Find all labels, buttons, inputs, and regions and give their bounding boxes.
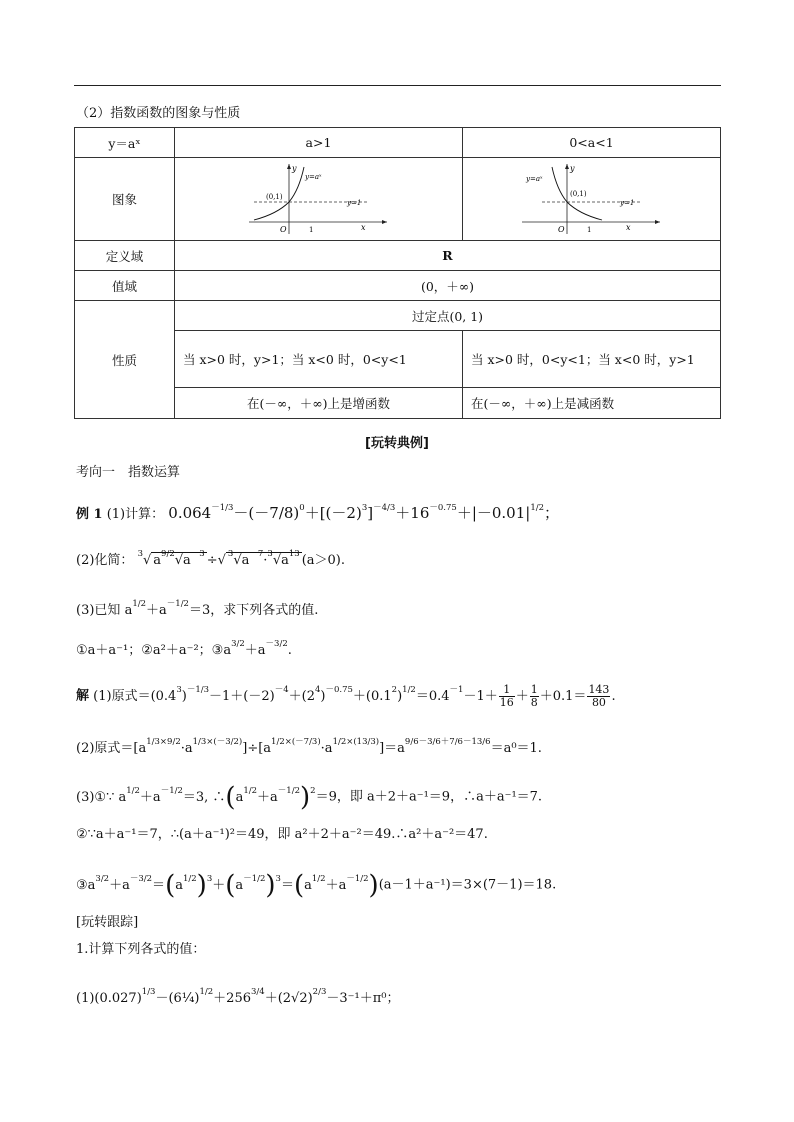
graph-label: 图象 bbox=[75, 158, 175, 241]
solution-2-intro: (2)原式＝ bbox=[76, 741, 134, 756]
graph1-origin-label: O bbox=[279, 224, 287, 234]
solution-3-line-3-tail: (a－1＋a⁻¹)＝3×(7－1)＝18. bbox=[378, 877, 557, 893]
graph1-y-label: y bbox=[291, 163, 297, 173]
solution-1-num: 143 bbox=[588, 683, 610, 696]
domain-label: 定义域 bbox=[75, 241, 175, 271]
example-p3-intro: (3)已知 bbox=[76, 603, 121, 618]
graph2-one-label: 1 bbox=[586, 225, 591, 234]
fixed-point: 过定点(0, 1) bbox=[175, 301, 721, 331]
graph2-y-label: y bbox=[569, 163, 575, 173]
solution-1-expr: (1)原式$=(0.4^3)^{-1/3}-1+(-2)^{-4}+(2^4)^{-0.75}+(0.1^2)^{1/2}=0.4^{-1}-1+$ $\frac{1}{16}$ ＋ $\frac{1}{8}$ ＋0.1＝ $\frac{143}{80}$ . bbox=[93, 683, 616, 709]
graph2-hline-label: y=1 bbox=[619, 198, 634, 207]
example-p3-item-3: $a^{3/2}+a^{-3/2}$. bbox=[223, 639, 292, 658]
graph1-hline-label: y=1 bbox=[346, 198, 361, 207]
header-a-gt-1: a>1 bbox=[175, 128, 463, 158]
solution-3-line-1 bbox=[76, 784, 542, 810]
example-p2-intro: (2)化简： bbox=[76, 553, 134, 568]
exercise-1-end: －3⁻¹＋π⁰； bbox=[326, 991, 400, 1006]
solution-3-expr: (3)①∵ $a^{1/2}+a^{-1/2}=3$, $\therefore(a^{1/2}+a^{-1/2})^2$ bbox=[76, 782, 316, 812]
exercise-1-expr: $(1)(0.027)^{1/3}-(6^1⁄_4)^{1/2}$ bbox=[76, 987, 214, 1006]
header-function: y＝aˣ bbox=[75, 128, 175, 158]
range-label: 值域 bbox=[75, 271, 175, 301]
prop-a-gt-1: 当 x>0 时，y>1；当 x<0 时，0<y<1 bbox=[175, 331, 463, 388]
graph-decreasing-cell bbox=[463, 158, 721, 241]
graph2-curve-label: y=aˣ bbox=[525, 174, 542, 183]
solution-3-line-2: ②∵a＋a⁻¹＝7，∴(a＋a⁻¹)²＝49，即 a²＋2＋a⁻²＝49.∴a²＋a⁻²＝47. bbox=[76, 827, 488, 842]
heading-examples: [玩转典例] bbox=[365, 436, 429, 451]
example-1-items bbox=[76, 640, 292, 657]
properties-label: 性质 bbox=[75, 301, 175, 419]
solution-2 bbox=[76, 738, 542, 755]
section-title: （2）指数函数的图象与性质 bbox=[76, 106, 241, 121]
example-p3-items: ①a＋a⁻¹；②a²＋a⁻²；③ bbox=[76, 643, 224, 658]
exercise-1 bbox=[76, 988, 399, 1005]
prop-a-lt-1: 当 x>0 时，0<y<1；当 x<0 时，y>1 bbox=[463, 331, 721, 388]
top-rule bbox=[74, 85, 721, 86]
solution-2-expr: $[a^{1/3\times 9/2}\cdot a^{1/3\times(-3/2)}]\div[a^{1/2\times(-7/3)}\cdot a^{1/2\times(13/3)}]=a^{9/6-3/6+7/6-13/6}$ bbox=[133, 737, 491, 756]
solution-3-line-3-expr: $③a^{3/2}+a^{-3/2}=(a^{1/2})^3+(a^{-1/2})^3=(a^{1/2}+a^{-1/2})$ bbox=[76, 870, 379, 900]
domain-value: R bbox=[175, 241, 721, 271]
graph2-point-label: (0,1) bbox=[569, 189, 587, 198]
monotonic-increasing: 在(－∞，＋∞)上是增函数 bbox=[175, 388, 463, 419]
graph1-x-label: x bbox=[360, 222, 366, 232]
example-p3-tail: ＝3，求下列各式的值. bbox=[188, 603, 319, 618]
solution-3-line-1-tail: ＝9，即 a＋2＋a⁻¹＝9，∴a＋a⁻¹＝7. bbox=[315, 789, 543, 805]
solution-1-den: 80 bbox=[591, 695, 606, 709]
solution-1 bbox=[76, 684, 616, 708]
increasing-exp-graph bbox=[249, 162, 389, 237]
exp-function-table bbox=[74, 127, 721, 419]
monotonic-decreasing: 在(－∞，＋∞)上是减函数 bbox=[463, 388, 721, 419]
example-label: 例 1 bbox=[76, 507, 103, 522]
header-a-lt-1: 0<a<1 bbox=[463, 128, 721, 158]
example-p1-intro: (1)计算： bbox=[106, 507, 165, 522]
solution-3-line-3 bbox=[76, 872, 556, 898]
heading-follow: [玩转跟踪] bbox=[76, 915, 139, 930]
example-p3-expr: $a^{1/2}+a^{-1/2}$ bbox=[124, 599, 189, 618]
example-p1-expr: $0.064^{-1/3}-(-7/8)^0+[(-2)^3]^{-4/3}+16^{-0.75}+|-0.01|^{1/2}$； bbox=[168, 503, 560, 522]
exercise-title: 1.计算下列各式的值： bbox=[76, 942, 206, 957]
example-1-part-2 bbox=[76, 550, 345, 567]
graph1-one-label: 1 bbox=[308, 225, 313, 234]
graph2-x-label: x bbox=[625, 222, 631, 232]
graph1-curve-label: y=aˣ bbox=[304, 172, 321, 181]
graph1-point-label: (0,1) bbox=[265, 192, 283, 201]
solution-2-tail: ＝a⁰＝1. bbox=[490, 741, 542, 756]
direction-heading: 考向一 指数运算 bbox=[76, 465, 181, 480]
exercise-1-mid: ＋256 bbox=[213, 991, 251, 1006]
example-1-part-1 bbox=[76, 504, 559, 521]
graph2-origin-label: O bbox=[557, 224, 565, 234]
range-value: (0，＋∞) bbox=[175, 271, 721, 301]
example-1-part-3 bbox=[76, 600, 318, 617]
solution-label: 解 bbox=[76, 688, 90, 704]
decreasing-exp-graph bbox=[522, 162, 662, 237]
example-p2-expr: $^3$√ $a^{9/2}√a^{-3}$ ÷√ $^3√a^{-7}\cdot^3√a^{13}$ (a＞0). bbox=[137, 549, 346, 568]
exercise-1-expr-2: $^{3/4}+(2√2)^{2/3}$ bbox=[251, 987, 327, 1006]
graph-increasing-cell bbox=[175, 158, 463, 241]
